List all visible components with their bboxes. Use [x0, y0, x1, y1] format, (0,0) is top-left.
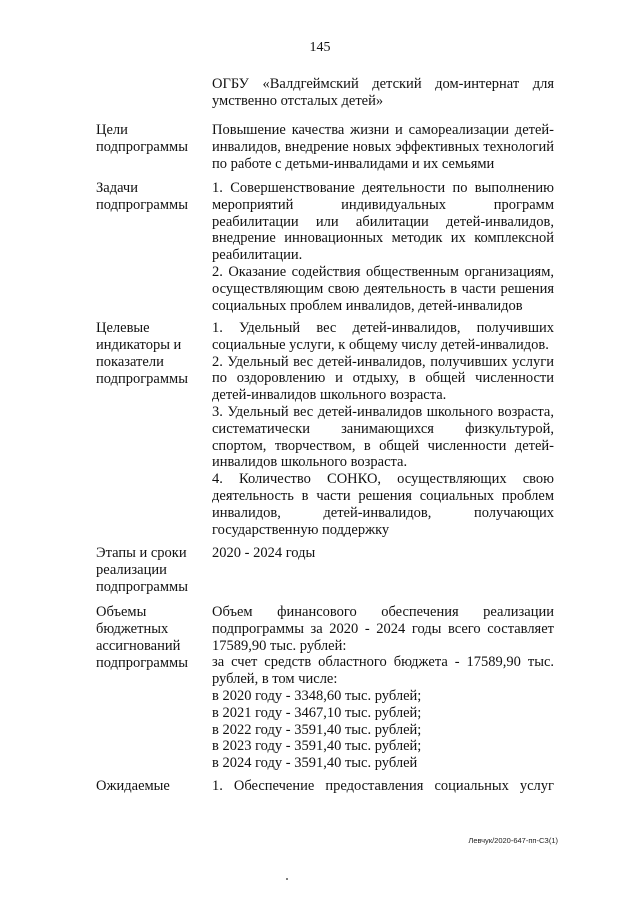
section-content [212, 180, 554, 314]
section-paragraph: в 2024 году - 3591,40 тыс. рублей [212, 755, 418, 772]
header-text: ОГБУ «Валдгеймский детский дом-интернат для умственно отсталых детей» [212, 76, 554, 109]
section-paragraph: за счет средств областного бюджета - 17589,90 тыс. рублей, в том числе: [212, 654, 554, 688]
section-content [212, 122, 554, 172]
section-paragraph: в 2023 году - 3591,40 тыс. рублей; [212, 738, 422, 755]
section-paragraph: в 2020 году - 3348,60 тыс. рублей; [212, 687, 422, 704]
section-label: Ожидаемые [96, 778, 170, 794]
section-paragraph: в 2021 году - 3467,10 тыс. рублей; [212, 704, 422, 721]
section-paragraph: 2. Оказание содействия общественным организациям, осуществляющим свою деятельность в части решения социальных проблем инвалидов, детей-инвалидов [212, 263, 554, 314]
section-paragraph: Повышение качества жизни и самореализации детей-инвалидов, внедрение новых эффективных технологий по работе с детьми-инвалидами и их семьями [212, 122, 554, 172]
section-content [212, 778, 554, 795]
section-paragraph: 3. Удельный вес детей-инвалидов школьного возраста, систематически занимающихся физкультурой, спортом, творчеством, в общей численности детей-инвалидов школьного возраста. [212, 403, 554, 471]
section-content [212, 320, 554, 538]
section-paragraph: 1. Обеспечение предоставления социальных услуг [212, 778, 554, 794]
section-content [212, 545, 554, 562]
section-paragraph: 4. Количество СОНКО, осуществляющих свою деятельность в части решения социальных проблем инвалидов, детей-инвалидов, получающих государственную поддержку [212, 471, 554, 538]
section-label: Цели подпрограммы [96, 122, 188, 155]
section-label: Этапы и сроки реализации подпрограммы [96, 545, 188, 595]
section-paragraph: 2. Удельный вес детей-инвалидов, получивших услуги по оздоровлению и отдыху, в общей численности детей-инвалидов школьного возраста. [212, 353, 554, 404]
section-label: Объемы бюджетных ассигнований подпрограммы [96, 604, 188, 671]
section-content [212, 604, 554, 772]
section-paragraph: 2020 - 2024 годы [212, 545, 316, 561]
section-paragraph: 1. Совершенствование деятельности по выполнению мероприятий индивидуальных программ реабилитации или абилитации детей-инвалидов, внедрение инновационных методик их комплексной реабилитации. [212, 180, 554, 264]
document-code: Левчук/2020-647-пп-СЗ(1) [468, 836, 558, 845]
page-number: 145 [309, 40, 331, 55]
section-paragraph: Объем финансового обеспечения реализации подпрограммы за 2020 - 2024 годы всего составляет 17589,90 тыс. рублей: [212, 604, 554, 654]
section-paragraph: 1. Удельный вес детей-инвалидов, получивших социальные услуги, к общему числу детей-инвалидов. [212, 320, 554, 353]
section-label: Целевые индикаторы и показатели подпрограммы [96, 320, 188, 387]
section-label: Задачи подпрограммы [96, 180, 188, 213]
scan-dot [286, 878, 288, 880]
section-paragraph: в 2022 году - 3591,40 тыс. рублей; [212, 721, 422, 738]
